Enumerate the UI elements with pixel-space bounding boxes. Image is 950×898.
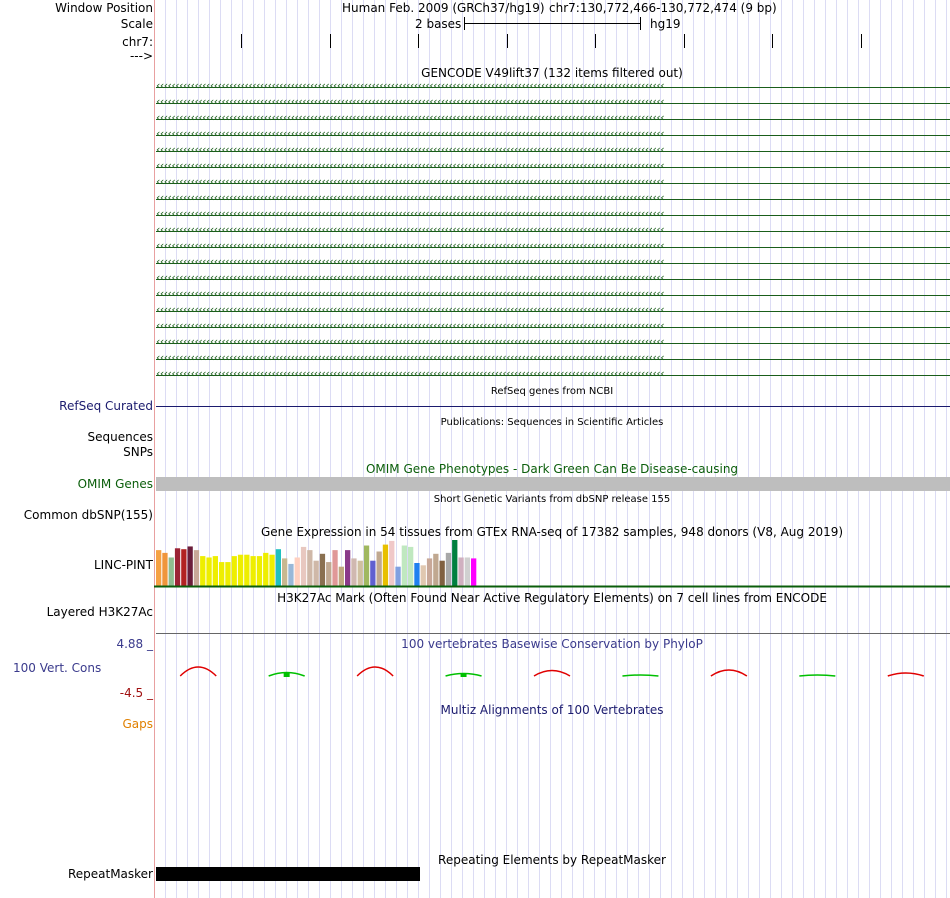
phylop-score-peak[interactable]: [711, 670, 747, 676]
gencode-strand-chevrons[interactable]: ‹‹‹‹‹‹‹‹‹‹‹‹‹‹‹‹‹‹‹‹‹‹‹‹‹‹‹‹‹‹‹‹‹‹‹‹‹‹‹‹‹‹‹‹‹‹‹‹‹‹‹‹‹‹‹‹‹‹‹‹‹‹‹‹‹‹‹‹‹‹‹‹‹‹‹‹‹‹‹‹‹‹‹‹‹‹‹‹‹‹‹‹‹‹‹‹‹‹‹‹‹‹‹‹‹‹‹‹‹‹‹‹‹‹‹‹‹‹‹‹‹‹‹‹‹‹‹‹‹‹‹‹: [156, 239, 665, 252]
gtex-tissue-bar[interactable]: [377, 552, 382, 587]
gtex-tissue-bar[interactable]: [276, 549, 281, 586]
assembly-name: Human Feb. 2009 (GRCh37/hg19): [342, 1, 545, 15]
gtex-bar-chart[interactable]: [154, 540, 950, 588]
ruler-tick: [772, 34, 773, 48]
gencode-strand-chevrons[interactable]: ‹‹‹‹‹‹‹‹‹‹‹‹‹‹‹‹‹‹‹‹‹‹‹‹‹‹‹‹‹‹‹‹‹‹‹‹‹‹‹‹‹‹‹‹‹‹‹‹‹‹‹‹‹‹‹‹‹‹‹‹‹‹‹‹‹‹‹‹‹‹‹‹‹‹‹‹‹‹‹‹‹‹‹‹‹‹‹‹‹‹‹‹‹‹‹‹‹‹‹‹‹‹‹‹‹‹‹‹‹‹‹‹‹‹‹‹‹‹‹‹‹‹‹‹‹‹‹‹‹‹‹‹: [156, 287, 665, 300]
gencode-strand-chevrons[interactable]: ‹‹‹‹‹‹‹‹‹‹‹‹‹‹‹‹‹‹‹‹‹‹‹‹‹‹‹‹‹‹‹‹‹‹‹‹‹‹‹‹‹‹‹‹‹‹‹‹‹‹‹‹‹‹‹‹‹‹‹‹‹‹‹‹‹‹‹‹‹‹‹‹‹‹‹‹‹‹‹‹‹‹‹‹‹‹‹‹‹‹‹‹‹‹‹‹‹‹‹‹‹‹‹‹‹‹‹‹‹‹‹‹‹‹‹‹‹‹‹‹‹‹‹‹‹‹‹‹‹‹‹‹: [156, 335, 665, 348]
phylop-score-peak[interactable]: [799, 675, 835, 676]
gencode-strand-chevrons[interactable]: ‹‹‹‹‹‹‹‹‹‹‹‹‹‹‹‹‹‹‹‹‹‹‹‹‹‹‹‹‹‹‹‹‹‹‹‹‹‹‹‹‹‹‹‹‹‹‹‹‹‹‹‹‹‹‹‹‹‹‹‹‹‹‹‹‹‹‹‹‹‹‹‹‹‹‹‹‹‹‹‹‹‹‹‹‹‹‹‹‹‹‹‹‹‹‹‹‹‹‹‹‹‹‹‹‹‹‹‹‹‹‹‹‹‹‹‹‹‹‹‹‹‹‹‹‹‹‹‹‹‹‹‹: [156, 79, 665, 92]
phylop-score-peak[interactable]: [534, 671, 570, 677]
gencode-strand-chevrons[interactable]: ‹‹‹‹‹‹‹‹‹‹‹‹‹‹‹‹‹‹‹‹‹‹‹‹‹‹‹‹‹‹‹‹‹‹‹‹‹‹‹‹‹‹‹‹‹‹‹‹‹‹‹‹‹‹‹‹‹‹‹‹‹‹‹‹‹‹‹‹‹‹‹‹‹‹‹‹‹‹‹‹‹‹‹‹‹‹‹‹‹‹‹‹‹‹‹‹‹‹‹‹‹‹‹‹‹‹‹‹‹‹‹‹‹‹‹‹‹‹‹‹‹‹‹‹‹‹‹‹‹‹‹‹: [156, 351, 665, 364]
ruler-tick: [330, 34, 331, 48]
gtex-tissue-bar[interactable]: [345, 550, 350, 586]
gencode-strand-chevrons[interactable]: ‹‹‹‹‹‹‹‹‹‹‹‹‹‹‹‹‹‹‹‹‹‹‹‹‹‹‹‹‹‹‹‹‹‹‹‹‹‹‹‹‹‹‹‹‹‹‹‹‹‹‹‹‹‹‹‹‹‹‹‹‹‹‹‹‹‹‹‹‹‹‹‹‹‹‹‹‹‹‹‹‹‹‹‹‹‹‹‹‹‹‹‹‹‹‹‹‹‹‹‹‹‹‹‹‹‹‹‹‹‹‹‹‹‹‹‹‹‹‹‹‹‹‹‹‹‹‹‹‹‹‹‹: [156, 271, 665, 284]
multiz-title: Multiz Alignments of 100 Vertebrates: [440, 703, 664, 717]
gtex-tissue-bar[interactable]: [288, 564, 293, 586]
scale-db: hg19: [650, 17, 681, 31]
gencode-strand-chevrons[interactable]: ‹‹‹‹‹‹‹‹‹‹‹‹‹‹‹‹‹‹‹‹‹‹‹‹‹‹‹‹‹‹‹‹‹‹‹‹‹‹‹‹‹‹‹‹‹‹‹‹‹‹‹‹‹‹‹‹‹‹‹‹‹‹‹‹‹‹‹‹‹‹‹‹‹‹‹‹‹‹‹‹‹‹‹‹‹‹‹‹‹‹‹‹‹‹‹‹‹‹‹‹‹‹‹‹‹‹‹‹‹‹‹‹‹‹‹‹‹‹‹‹‹‹‹‹‹‹‹‹‹‹‹‹: [156, 367, 665, 380]
gtex-tissue-bar[interactable]: [188, 546, 193, 586]
gencode-strand-chevrons[interactable]: ‹‹‹‹‹‹‹‹‹‹‹‹‹‹‹‹‹‹‹‹‹‹‹‹‹‹‹‹‹‹‹‹‹‹‹‹‹‹‹‹‹‹‹‹‹‹‹‹‹‹‹‹‹‹‹‹‹‹‹‹‹‹‹‹‹‹‹‹‹‹‹‹‹‹‹‹‹‹‹‹‹‹‹‹‹‹‹‹‹‹‹‹‹‹‹‹‹‹‹‹‹‹‹‹‹‹‹‹‹‹‹‹‹‹‹‹‹‹‹‹‹‹‹‹‹‹‹‹‹‹‹‹: [156, 303, 665, 316]
gencode-strand-chevrons[interactable]: ‹‹‹‹‹‹‹‹‹‹‹‹‹‹‹‹‹‹‹‹‹‹‹‹‹‹‹‹‹‹‹‹‹‹‹‹‹‹‹‹‹‹‹‹‹‹‹‹‹‹‹‹‹‹‹‹‹‹‹‹‹‹‹‹‹‹‹‹‹‹‹‹‹‹‹‹‹‹‹‹‹‹‹‹‹‹‹‹‹‹‹‹‹‹‹‹‹‹‹‹‹‹‹‹‹‹‹‹‹‹‹‹‹‹‹‹‹‹‹‹‹‹‹‹‹‹‹‹‹‹‹‹: [156, 207, 665, 220]
gencode-strand-chevrons[interactable]: ‹‹‹‹‹‹‹‹‹‹‹‹‹‹‹‹‹‹‹‹‹‹‹‹‹‹‹‹‹‹‹‹‹‹‹‹‹‹‹‹‹‹‹‹‹‹‹‹‹‹‹‹‹‹‹‹‹‹‹‹‹‹‹‹‹‹‹‹‹‹‹‹‹‹‹‹‹‹‹‹‹‹‹‹‹‹‹‹‹‹‹‹‹‹‹‹‹‹‹‹‹‹‹‹‹‹‹‹‹‹‹‹‹‹‹‹‹‹‹‹‹‹‹‹‹‹‹‹‹‹‹‹: [156, 127, 665, 140]
ruler-tick: [684, 34, 685, 48]
gtex-tissue-bar[interactable]: [414, 563, 419, 586]
phylop-score-peak[interactable]: [622, 675, 658, 676]
gencode-strand-chevrons[interactable]: ‹‹‹‹‹‹‹‹‹‹‹‹‹‹‹‹‹‹‹‹‹‹‹‹‹‹‹‹‹‹‹‹‹‹‹‹‹‹‹‹‹‹‹‹‹‹‹‹‹‹‹‹‹‹‹‹‹‹‹‹‹‹‹‹‹‹‹‹‹‹‹‹‹‹‹‹‹‹‹‹‹‹‹‹‹‹‹‹‹‹‹‹‹‹‹‹‹‹‹‹‹‹‹‹‹‹‹‹‹‹‹‹‹‹‹‹‹‹‹‹‹‹‹‹‹‹‹‹‹‹‹‹: [156, 159, 665, 172]
gtex-tissue-bar[interactable]: [326, 562, 331, 586]
window-position: chr7:130,772,466-130,772,474 (9 bp): [549, 1, 777, 15]
gtex-tissue-bar[interactable]: [351, 558, 356, 586]
gtex-tissue-bar[interactable]: [181, 549, 186, 586]
gtex-tissue-bar[interactable]: [471, 558, 476, 586]
gtex-tissue-bar[interactable]: [307, 550, 312, 586]
gtex-tissue-bar[interactable]: [358, 561, 363, 586]
gencode-strand-chevrons[interactable]: ‹‹‹‹‹‹‹‹‹‹‹‹‹‹‹‹‹‹‹‹‹‹‹‹‹‹‹‹‹‹‹‹‹‹‹‹‹‹‹‹‹‹‹‹‹‹‹‹‹‹‹‹‹‹‹‹‹‹‹‹‹‹‹‹‹‹‹‹‹‹‹‹‹‹‹‹‹‹‹‹‹‹‹‹‹‹‹‹‹‹‹‹‹‹‹‹‹‹‹‹‹‹‹‹‹‹‹‹‹‹‹‹‹‹‹‹‹‹‹‹‹‹‹‹‹‹‹‹‹‹‹‹: [156, 191, 665, 204]
gtex-tissue-bar[interactable]: [433, 554, 438, 586]
gtex-tissue-bar[interactable]: [364, 546, 369, 586]
gtex-tissue-bar[interactable]: [452, 540, 457, 586]
strand-label: --->: [129, 49, 153, 63]
gtex-tissue-bar[interactable]: [427, 558, 432, 586]
repeatmasker-title: Repeating Elements by RepeatMasker: [438, 853, 666, 867]
ruler-tick: [241, 34, 242, 48]
repeatmasker-label[interactable]: RepeatMasker: [67, 867, 153, 881]
phylop-score-peak[interactable]: [888, 673, 924, 676]
h3k27ac-label[interactable]: Layered H3K27Ac: [46, 605, 153, 619]
refseq-feature-line[interactable]: [156, 406, 950, 407]
refseq-label[interactable]: RefSeq Curated: [59, 399, 153, 413]
gtex-tissue-bar[interactable]: [162, 553, 167, 586]
gtex-tissue-bar[interactable]: [169, 557, 174, 586]
sequences-label[interactable]: Sequences: [87, 430, 153, 444]
gtex-tissue-bar[interactable]: [282, 558, 287, 586]
gtex-tissue-bar[interactable]: [465, 557, 470, 586]
gtex-tissue-bar[interactable]: [370, 561, 375, 586]
phylop-min-label: -4.5 _: [119, 686, 153, 700]
gencode-title: GENCODE V49lift37 (132 items filtered out): [421, 66, 683, 80]
gtex-tissue-bar[interactable]: [383, 545, 388, 586]
publications-title: Publications: Sequences in Scientific Articles: [440, 417, 664, 428]
gtex-tissue-bar[interactable]: [320, 554, 325, 586]
gencode-strand-chevrons[interactable]: ‹‹‹‹‹‹‹‹‹‹‹‹‹‹‹‹‹‹‹‹‹‹‹‹‹‹‹‹‹‹‹‹‹‹‹‹‹‹‹‹‹‹‹‹‹‹‹‹‹‹‹‹‹‹‹‹‹‹‹‹‹‹‹‹‹‹‹‹‹‹‹‹‹‹‹‹‹‹‹‹‹‹‹‹‹‹‹‹‹‹‹‹‹‹‹‹‹‹‹‹‹‹‹‹‹‹‹‹‹‹‹‹‹‹‹‹‹‹‹‹‹‹‹‹‹‹‹‹‹‹‹‹: [156, 223, 665, 236]
phylop-max-label: 4.88 _: [116, 637, 153, 651]
gtex-tissue-bar[interactable]: [251, 556, 256, 586]
dbsnp-label[interactable]: Common dbSNP(155): [23, 508, 153, 522]
omim-title: OMIM Gene Phenotypes - Dark Green Can Be Disease-causing: [365, 462, 739, 476]
phylop-score-bar[interactable]: [461, 673, 467, 677]
gtex-tissue-bar[interactable]: [238, 555, 243, 586]
phylop-score-bar[interactable]: [284, 673, 290, 677]
gtex-tissue-bar[interactable]: [156, 550, 161, 586]
h3k27ac-title: H3K27Ac Mark (Often Found Near Active Regulatory Elements) on 7 cell lines from ENCODE: [277, 591, 827, 605]
gtex-tissue-bar[interactable]: [458, 557, 463, 586]
gtex-tissue-bar[interactable]: [219, 562, 224, 586]
phylop-wiggle[interactable]: [154, 650, 950, 700]
scale-label: Scale: [120, 17, 153, 31]
gencode-strand-chevrons[interactable]: ‹‹‹‹‹‹‹‹‹‹‹‹‹‹‹‹‹‹‹‹‹‹‹‹‹‹‹‹‹‹‹‹‹‹‹‹‹‹‹‹‹‹‹‹‹‹‹‹‹‹‹‹‹‹‹‹‹‹‹‹‹‹‹‹‹‹‹‹‹‹‹‹‹‹‹‹‹‹‹‹‹‹‹‹‹‹‹‹‹‹‹‹‹‹‹‹‹‹‹‹‹‹‹‹‹‹‹‹‹‹‹‹‹‹‹‹‹‹‹‹‹‹‹‹‹‹‹‹‹‹‹‹: [156, 111, 665, 124]
gtex-tissue-bar[interactable]: [244, 555, 249, 586]
gencode-strand-chevrons[interactable]: ‹‹‹‹‹‹‹‹‹‹‹‹‹‹‹‹‹‹‹‹‹‹‹‹‹‹‹‹‹‹‹‹‹‹‹‹‹‹‹‹‹‹‹‹‹‹‹‹‹‹‹‹‹‹‹‹‹‹‹‹‹‹‹‹‹‹‹‹‹‹‹‹‹‹‹‹‹‹‹‹‹‹‹‹‹‹‹‹‹‹‹‹‹‹‹‹‹‹‹‹‹‹‹‹‹‹‹‹‹‹‹‹‹‹‹‹‹‹‹‹‹‹‹‹‹‹‹‹‹‹‹‹: [156, 175, 665, 188]
gtex-tissue-bar[interactable]: [257, 556, 262, 586]
gtex-tissue-bar[interactable]: [295, 557, 300, 586]
scale-bar: [464, 17, 641, 30]
chrom-label: chr7:: [122, 35, 153, 49]
phylop-title: 100 vertebrates Basewise Conservation by PhyloP: [401, 637, 703, 651]
refseq-title: RefSeq genes from NCBI: [490, 386, 614, 397]
gtex-tissue-bar[interactable]: [269, 555, 274, 586]
gtex-tissue-bar[interactable]: [332, 550, 337, 586]
gencode-strand-chevrons[interactable]: ‹‹‹‹‹‹‹‹‹‹‹‹‹‹‹‹‹‹‹‹‹‹‹‹‹‹‹‹‹‹‹‹‹‹‹‹‹‹‹‹‹‹‹‹‹‹‹‹‹‹‹‹‹‹‹‹‹‹‹‹‹‹‹‹‹‹‹‹‹‹‹‹‹‹‹‹‹‹‹‹‹‹‹‹‹‹‹‹‹‹‹‹‹‹‹‹‹‹‹‹‹‹‹‹‹‹‹‹‹‹‹‹‹‹‹‹‹‹‹‹‹‹‹‹‹‹‹‹‹‹‹‹: [156, 95, 665, 108]
gencode-strand-chevrons[interactable]: ‹‹‹‹‹‹‹‹‹‹‹‹‹‹‹‹‹‹‹‹‹‹‹‹‹‹‹‹‹‹‹‹‹‹‹‹‹‹‹‹‹‹‹‹‹‹‹‹‹‹‹‹‹‹‹‹‹‹‹‹‹‹‹‹‹‹‹‹‹‹‹‹‹‹‹‹‹‹‹‹‹‹‹‹‹‹‹‹‹‹‹‹‹‹‹‹‹‹‹‹‹‹‹‹‹‹‹‹‹‹‹‹‹‹‹‹‹‹‹‹‹‹‹‹‹‹‹‹‹‹‹‹: [156, 255, 665, 268]
gtex-tissue-bar[interactable]: [339, 567, 344, 586]
gtex-tissue-bar[interactable]: [314, 561, 319, 586]
gtex-tissue-bar[interactable]: [263, 553, 268, 586]
gtex-tissue-bar[interactable]: [402, 546, 407, 586]
gencode-strand-chevrons[interactable]: ‹‹‹‹‹‹‹‹‹‹‹‹‹‹‹‹‹‹‹‹‹‹‹‹‹‹‹‹‹‹‹‹‹‹‹‹‹‹‹‹‹‹‹‹‹‹‹‹‹‹‹‹‹‹‹‹‹‹‹‹‹‹‹‹‹‹‹‹‹‹‹‹‹‹‹‹‹‹‹‹‹‹‹‹‹‹‹‹‹‹‹‹‹‹‹‹‹‹‹‹‹‹‹‹‹‹‹‹‹‹‹‹‹‹‹‹‹‹‹‹‹‹‹‹‹‹‹‹‹‹‹‹: [156, 143, 665, 156]
gtex-tissue-bar[interactable]: [175, 548, 180, 586]
gaps-label[interactable]: Gaps: [122, 717, 153, 731]
omim-feature-bar[interactable]: [156, 477, 950, 491]
gtex-tissue-bar[interactable]: [421, 565, 426, 586]
gtex-tissue-bar[interactable]: [408, 547, 413, 586]
ruler-tick: [418, 34, 419, 48]
omim-label[interactable]: OMIM Genes: [77, 477, 153, 491]
gtex-tissue-bar[interactable]: [440, 561, 445, 586]
gtex-label[interactable]: LINC-PINT: [94, 558, 153, 572]
gtex-tissue-bar[interactable]: [395, 567, 400, 586]
gtex-tissue-bar[interactable]: [225, 562, 230, 586]
gtex-tissue-bar[interactable]: [301, 547, 306, 586]
dbsnp-title: Short Genetic Variants from dbSNP release 155: [433, 494, 671, 505]
gtex-tissue-bar[interactable]: [389, 541, 394, 586]
gtex-tissue-bar[interactable]: [213, 556, 218, 586]
scale-text: 2 bases: [415, 17, 462, 31]
gtex-tissue-bar[interactable]: [206, 557, 211, 586]
gtex-tissue-bar[interactable]: [194, 550, 199, 586]
gtex-tissue-bar[interactable]: [200, 556, 205, 586]
gtex-title: Gene Expression in 54 tissues from GTEx RNA-seq of 17382 samples, 948 donors (V8, Aug 2019): [260, 525, 844, 539]
h3k27ac-baseline: [156, 633, 950, 634]
repeatmasker-feature[interactable]: [156, 867, 420, 881]
ruler-tick: [507, 34, 508, 48]
phylop-label[interactable]: 100 Vert. Cons: [13, 661, 102, 675]
phylop-score-peak[interactable]: [180, 667, 216, 676]
ruler-tick: [595, 34, 596, 48]
ruler-tick: [861, 34, 862, 48]
phylop-score-peak[interactable]: [357, 667, 393, 676]
window-position-label: Window Position: [55, 1, 153, 15]
gencode-strand-chevrons[interactable]: ‹‹‹‹‹‹‹‹‹‹‹‹‹‹‹‹‹‹‹‹‹‹‹‹‹‹‹‹‹‹‹‹‹‹‹‹‹‹‹‹‹‹‹‹‹‹‹‹‹‹‹‹‹‹‹‹‹‹‹‹‹‹‹‹‹‹‹‹‹‹‹‹‹‹‹‹‹‹‹‹‹‹‹‹‹‹‹‹‹‹‹‹‹‹‹‹‹‹‹‹‹‹‹‹‹‹‹‹‹‹‹‹‹‹‹‹‹‹‹‹‹‹‹‹‹‹‹‹‹‹‹‹: [156, 319, 665, 332]
gtex-tissue-bar[interactable]: [446, 553, 451, 586]
gtex-tissue-bar[interactable]: [232, 556, 237, 586]
snps-label[interactable]: SNPs: [123, 445, 153, 459]
